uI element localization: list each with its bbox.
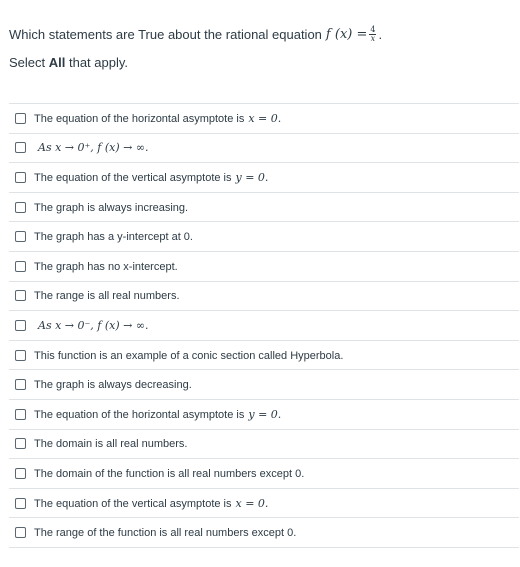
option-label (34, 112, 281, 125)
checkbox[interactable] (15, 498, 26, 509)
answer-option[interactable] (9, 370, 519, 400)
option-text: The equation of the horizontal asymptote is (34, 408, 245, 421)
answer-option[interactable] (9, 518, 519, 548)
option-label (34, 289, 184, 302)
option-label (34, 171, 268, 184)
answer-option[interactable] (9, 134, 519, 164)
checkbox[interactable] (15, 261, 26, 272)
option-label (34, 526, 300, 539)
answer-option[interactable] (9, 311, 519, 341)
option-label (34, 437, 191, 450)
answer-option[interactable] (9, 489, 519, 519)
option-text: This function is an example of a conic section called Hyperbola. (34, 349, 344, 362)
instruction-after: that apply. (65, 55, 129, 70)
option-math: x = 0. (235, 496, 269, 510)
checkbox[interactable] (15, 290, 26, 301)
checkbox[interactable] (15, 527, 26, 538)
option-math: As x → 0⁺, f (x) → ∞. (38, 141, 149, 155)
checkbox[interactable] (15, 113, 26, 124)
answer-option[interactable] (9, 400, 519, 430)
checkbox[interactable] (15, 202, 26, 213)
fraction (369, 26, 376, 43)
option-text: The domain is all real numbers. (34, 438, 188, 451)
option-label (34, 141, 149, 154)
checkbox[interactable] (15, 350, 26, 361)
answer-options-list (9, 103, 519, 548)
answer-option[interactable] (9, 341, 519, 371)
answer-option[interactable] (9, 252, 519, 282)
checkbox[interactable] (15, 142, 26, 153)
option-text: The equation of the vertical asymptote is (34, 497, 232, 510)
option-text: The range is all real numbers. (34, 290, 180, 303)
option-text: The graph is always decreasing. (34, 379, 192, 392)
checkbox[interactable] (15, 409, 26, 420)
instruction-bold: All (48, 55, 66, 70)
option-text: The graph is always increasing. (34, 201, 189, 214)
option-math: y = 0. (235, 170, 269, 184)
option-label (34, 260, 182, 273)
instruction-before: Select (9, 55, 49, 70)
option-label (34, 378, 196, 391)
option-label (34, 467, 308, 480)
option-label (34, 230, 197, 243)
option-text: The equation of the vertical asymptote is (34, 171, 232, 184)
option-math: y = 0. (248, 407, 282, 421)
checkbox[interactable] (15, 320, 26, 331)
fraction-numerator: 4 (370, 25, 376, 34)
answer-option[interactable] (9, 282, 519, 312)
answer-option[interactable] (9, 222, 519, 252)
answer-option[interactable] (9, 163, 519, 193)
checkbox[interactable] (15, 172, 26, 183)
fraction-denominator: x (370, 34, 376, 43)
option-text: The range of the function is all real numbers except 0. (34, 527, 297, 540)
answer-option[interactable] (9, 193, 519, 223)
option-text: The graph has a y-intercept at 0. (34, 231, 193, 244)
option-label (34, 408, 281, 421)
answer-option[interactable] (9, 430, 519, 460)
option-label (34, 497, 268, 510)
question-text (9, 26, 382, 43)
question-prefix: Which statements are True about the rational equation (9, 27, 322, 42)
option-text: The domain of the function is all real numbers except 0. (34, 467, 305, 480)
question-suffix: . (378, 27, 383, 42)
option-math: x = 0. (248, 111, 282, 125)
checkbox[interactable] (15, 438, 26, 449)
option-label (34, 319, 149, 332)
function-expression: f (x) = (325, 27, 368, 42)
checkbox[interactable] (15, 379, 26, 390)
option-label (34, 349, 347, 362)
option-math: As x → 0⁻, f (x) → ∞. (38, 318, 149, 332)
checkbox[interactable] (15, 231, 26, 242)
option-text: The graph has no x-intercept. (34, 260, 178, 273)
checkbox[interactable] (15, 468, 26, 479)
answer-option[interactable] (9, 459, 519, 489)
answer-option[interactable] (9, 104, 519, 134)
option-label (34, 201, 192, 214)
instruction-text (9, 55, 128, 70)
option-text: The equation of the horizontal asymptote is (34, 112, 245, 125)
